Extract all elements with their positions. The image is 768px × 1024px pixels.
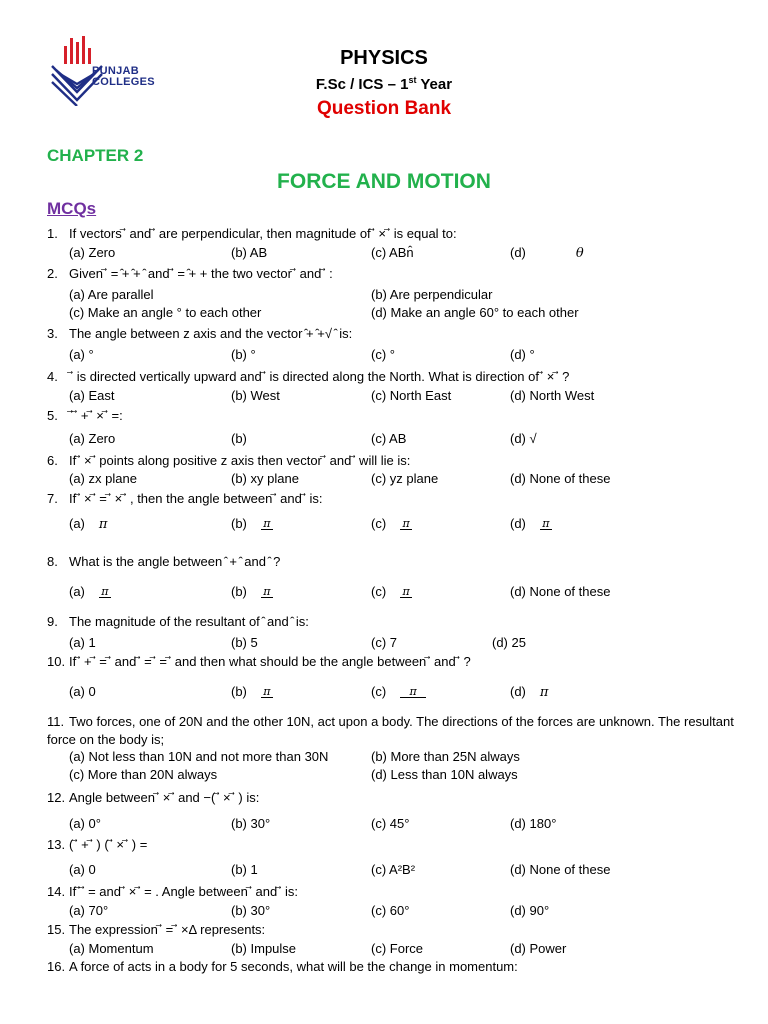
question-number: 10.: [47, 654, 66, 669]
question-text: Angle between ⃗ × ⃗ and −( ⃗ × ⃗ ) is:: [69, 790, 260, 805]
option-a: (a) π: [69, 584, 111, 600]
option-b: (b) π: [231, 584, 273, 600]
question-text: If vectors ⃗ and ⃗ are perpendicular, then magnitude of ⃗ × ⃗ is equal to:: [69, 226, 457, 241]
question-number: 13.: [47, 837, 66, 852]
question-text: Given ⃗ = ̂+ ̂+ ̂ and ⃗ = ̂+ + the two vector ⃗ and ⃗ :: [69, 266, 333, 281]
option-b: (b): [231, 431, 247, 446]
pi-fraction: π: [400, 518, 412, 532]
logo-text: PUNJAB COLLEGES: [92, 65, 155, 88]
option-c: (c) 60°: [371, 903, 410, 918]
section-heading: MCQs: [47, 199, 97, 218]
option-d: (d) 25: [492, 635, 526, 650]
option-d: (d) π: [510, 516, 552, 532]
option-a: (a) zx plane: [69, 471, 137, 486]
option-d: (d) Less than 10N always: [371, 767, 518, 782]
option-a: (a) Zero: [69, 431, 116, 446]
option-b: (b) π: [231, 684, 273, 700]
pi-fraction: π: [400, 586, 412, 600]
option-c: (c) North East: [371, 388, 452, 403]
question-text: The magnitude of the resultant of ̂ and ̂ is:: [69, 614, 309, 629]
chapter-label: CHAPTER 2: [47, 146, 144, 165]
option-c: (c) yz plane: [371, 471, 439, 486]
option-d: (d) None of these: [510, 862, 611, 877]
question-text: Two forces, one of 20N and the other 10N, act upon a body. The directions of the forces are unknown. The resultant force on the body is;: [47, 714, 734, 747]
option-c: (c) °: [371, 347, 395, 362]
pi-fraction: π: [99, 586, 111, 600]
question-number: 3.: [47, 326, 58, 341]
question-bank-title: Question Bank: [316, 98, 452, 119]
question-8: [47, 554, 280, 569]
question-text: ( ⃗ + ⃗ ) ( ⃗ × ⃗ ) =: [69, 837, 148, 852]
option-d: (d) None of these: [510, 471, 611, 486]
question-number: 8.: [47, 554, 58, 569]
option-d: (d) None of these: [510, 584, 611, 599]
option-b: (b) Impulse: [231, 941, 297, 956]
option-b: (b) AB: [231, 245, 268, 260]
option-a: (a) Not less than 10N and not more than 30N: [69, 749, 329, 764]
question-text: If ⃗ × ⃗ = ⃗ × ⃗ , then the angle between ⃗ and ⃗ is:: [69, 491, 323, 506]
option-a: (a) 0°: [69, 816, 101, 831]
question-text: A force of acts in a body for 5 seconds, what will be the change in momentum:: [69, 959, 518, 974]
option-a: (a) 0: [69, 684, 96, 699]
option-a: (a) Are parallel: [69, 287, 154, 302]
question-number: 4.: [47, 369, 58, 384]
subject-title: PHYSICS: [340, 47, 428, 69]
pi-fraction: π: [261, 518, 273, 532]
question-13: [47, 837, 147, 853]
question-number: 2.: [47, 266, 58, 281]
pi-fraction: π: [540, 518, 552, 532]
option-d: (d) °: [510, 347, 535, 362]
option-b: (b) 30°: [231, 816, 271, 831]
option-b: (b) π: [231, 516, 273, 532]
question-4: [47, 369, 569, 385]
option-a: (a) Momentum: [69, 941, 154, 956]
question-number: 1.: [47, 226, 58, 241]
option-a: (a) Zero: [69, 245, 116, 260]
option-a: (a) °: [69, 347, 94, 362]
option-a: (a) π: [69, 516, 108, 532]
option-c: (c) π: [371, 516, 412, 532]
option-a: (a) East: [69, 388, 115, 403]
question-14: [47, 884, 298, 900]
pi-symbol: π: [98, 517, 108, 532]
question-text: The angle between z axis and the vector ̂+ ̂+√ ̂ is:: [69, 326, 353, 341]
option-b: (b) Are perpendicular: [371, 287, 493, 302]
option-b: (b) °: [231, 347, 256, 362]
option-b: (b) West: [231, 388, 280, 403]
question-number: 6.: [47, 453, 58, 468]
option-b: (b) xy plane: [231, 471, 299, 486]
option-d: (d) Power: [510, 941, 567, 956]
question-6: [47, 453, 410, 469]
option-c: (c) A²B²: [371, 862, 416, 877]
question-number: 15.: [47, 922, 66, 937]
question-number: 7.: [47, 491, 58, 506]
theta-symbol: θ: [575, 246, 584, 261]
option-c: (c) AB: [371, 431, 407, 446]
question-9: [47, 614, 309, 629]
option-c: (c) π: [371, 584, 412, 600]
option-b: (b) 5: [231, 635, 258, 650]
question-text: If ⃗ × ⃗ points along positive z axis then vector ⃗ and ⃗ will lie is:: [69, 453, 411, 468]
question-text: If ⃗ ⃗ = and ⃗ × ⃗ = . Angle between ⃗ and ⃗ is:: [69, 884, 298, 899]
option-d: (d) North West: [510, 388, 595, 403]
option-d: (d) 90°: [510, 903, 550, 918]
pi-symbol: π: [539, 685, 549, 700]
question-7: [47, 491, 323, 507]
question-number: 16.: [47, 959, 66, 974]
question-number: 5.: [47, 408, 58, 423]
question-text: ⃗ ⃗ + ⃗ × ⃗ =:: [69, 408, 123, 423]
option-c: (c) 7: [371, 635, 397, 650]
option-a: (a) 70°: [69, 903, 109, 918]
question-10: [47, 654, 471, 670]
question-2: [47, 266, 333, 282]
question-number: 12.: [47, 790, 66, 805]
option-c: (c) π: [371, 684, 426, 700]
question-3: [47, 326, 352, 341]
question-number: 9.: [47, 614, 58, 629]
option-b: (b) 30°: [231, 903, 271, 918]
question-text: The expression ⃗ = ⃗ ×Δ represents:: [69, 922, 266, 937]
question-15: [47, 922, 265, 938]
question-5: [47, 408, 123, 424]
pi-fraction: π: [261, 686, 273, 700]
question-number: 11.: [47, 714, 65, 729]
option-c: (c) Make an angle ° to each other: [69, 305, 262, 320]
option-c: (c) 45°: [371, 816, 410, 831]
option-d: (d) θ: [510, 245, 584, 261]
question-text: ⃗ is directed vertically upward and ⃗ is directed along the North. What is direction of ⃗ × ⃗ ?: [69, 369, 570, 384]
option-b: (b) 1: [231, 862, 258, 877]
option-c: (c) Force: [371, 941, 423, 956]
option-a: (a) 1: [69, 635, 96, 650]
question-number: 14.: [47, 884, 66, 899]
course-title: F.Sc / ICS – 1st Year: [315, 75, 453, 93]
option-b: (b) More than 25N always: [371, 749, 520, 764]
question-1: [47, 226, 457, 242]
option-d: (d) Make an angle 60° to each other: [371, 305, 579, 320]
question-12: [47, 790, 259, 806]
option-d: (d) 180°: [510, 816, 557, 831]
pi-fraction: π: [261, 586, 273, 600]
option-d: (d) π: [510, 684, 549, 700]
question-11: [47, 713, 737, 749]
question-text: If ⃗ + ⃗ = ⃗ and ⃗ = ⃗ = ⃗ and then what should be the angle between ⃗ and ⃗ ?: [69, 654, 471, 669]
question-text: What is the angle between ̂ + ̂ and ̂ ?: [69, 554, 281, 569]
option-a: (a) 0: [69, 862, 96, 877]
question-16: [47, 959, 518, 974]
option-c: (c) More than 20N always: [69, 767, 218, 782]
option-c: (c) ABn̂: [371, 245, 414, 260]
chapter-title: FORCE AND MOTION: [277, 170, 491, 193]
option-d: (d) √: [510, 431, 537, 446]
pi-fraction: π: [400, 686, 426, 700]
